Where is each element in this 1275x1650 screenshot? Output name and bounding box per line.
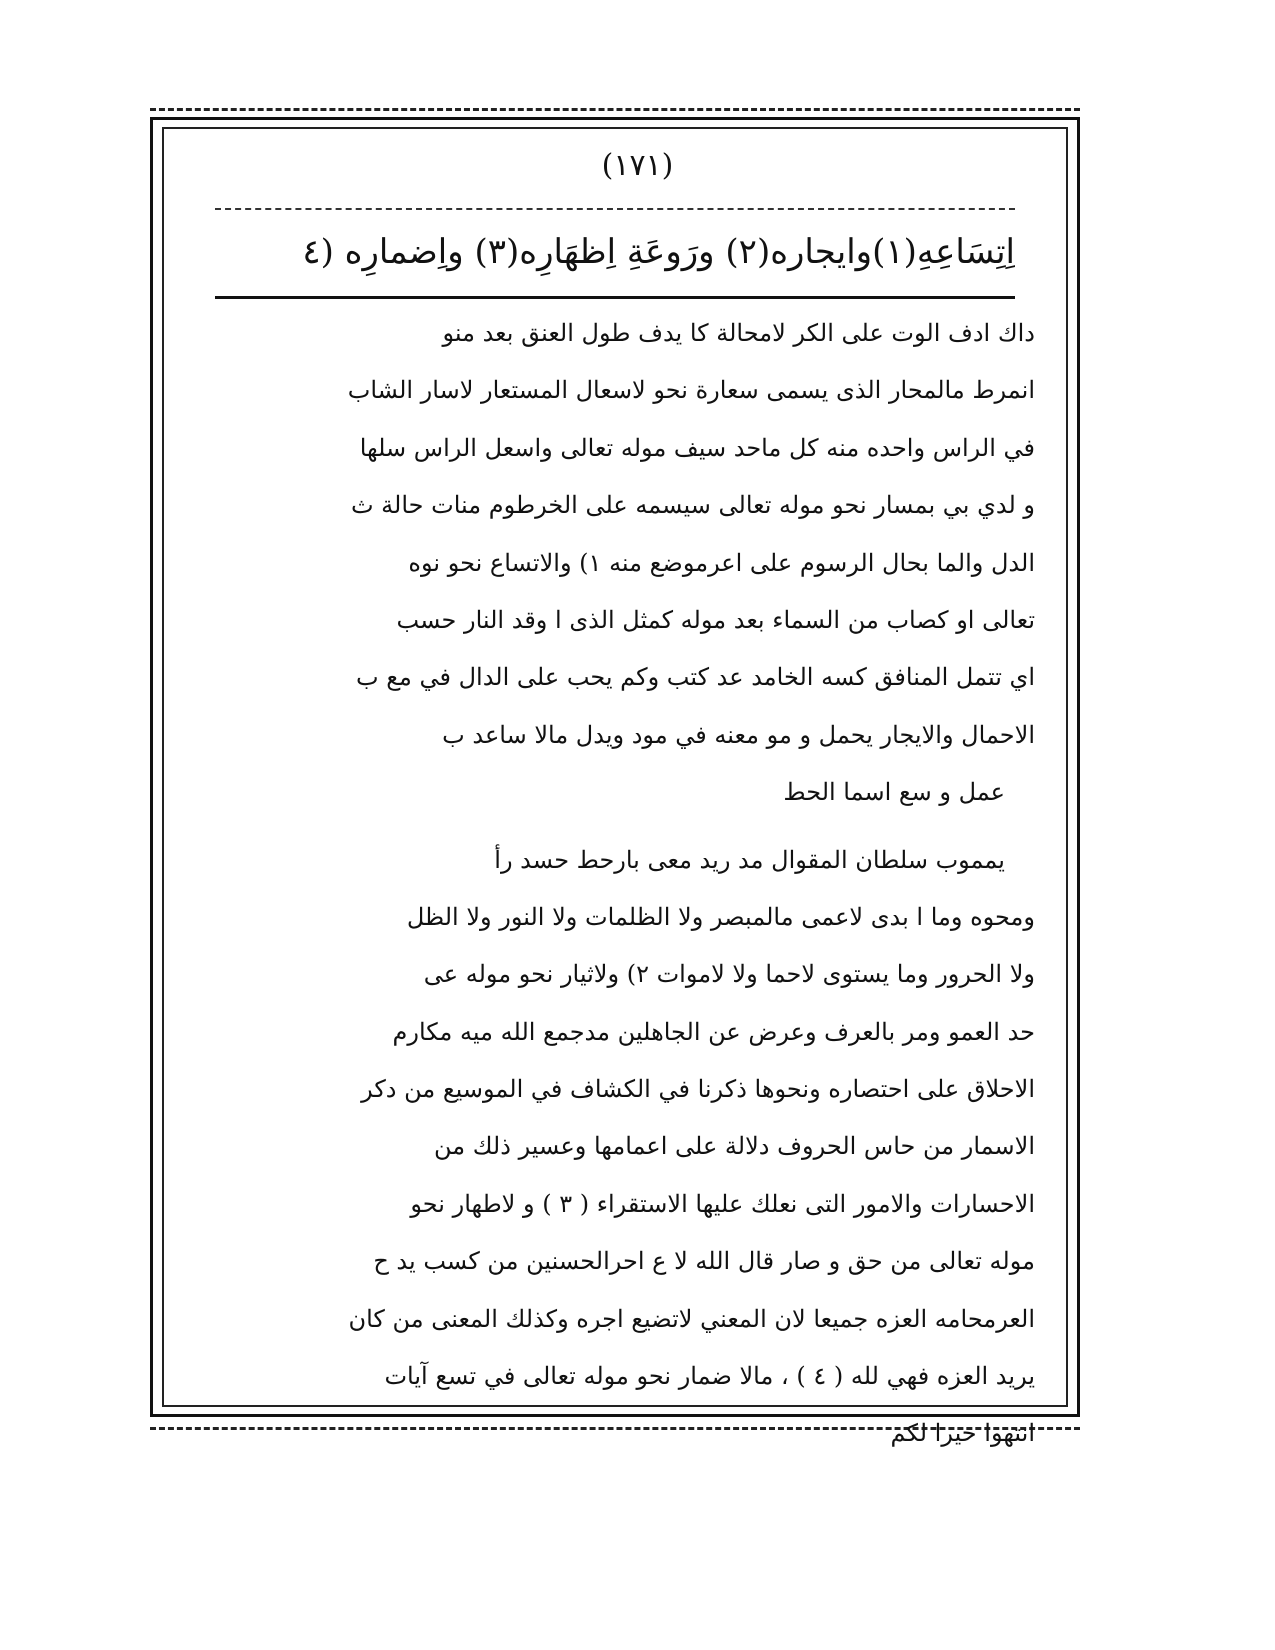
text-line: اي تتمل المنافق كسه الخامد عد كتب وكم يحب على الدال في مع ب <box>356 663 1035 692</box>
text-line: الاسمار من حاس الحروف دلالة على اعمامها وعسير ذلك من <box>433 1132 1035 1161</box>
text-line: الاحلاق على احتصاره ونحوها ذكرنا في الكشاف في الموسيع من دكر <box>361 1075 1035 1104</box>
text-line: العرمحامه العزه جميعا لان المعني لاتضيع اجره وكذلك المعنى من كان <box>348 1304 1035 1333</box>
header-dashed-rule <box>215 208 1015 210</box>
text-line: تعالى او كصاب من السماء بعد موله كمثل الذى ا وقد النار حسب <box>396 605 1035 634</box>
section-heading: اِتِسَاعِهِ(١)وايجاره(٢) ورَوعَةِ اِظهَارِه(٣) واِضمارِه (٤ <box>302 232 1015 272</box>
paragraph-2 <box>215 832 1035 1463</box>
text-line: و لدي بي بمسار نحو موله تعالى سيسمه على الخرطوم منات حالة ث <box>350 491 1035 520</box>
heading-rule <box>215 296 1015 299</box>
text-line: انمرط مالمحار الذى يسمى سعارة نحو لاسعال المستعار لاسار الشاب <box>347 376 1035 405</box>
text-line: عمل و سع اسما الحط <box>783 778 1005 807</box>
page-number: (١٧١) <box>601 148 674 183</box>
text-line: انتهوا حيرا لكم <box>890 1419 1035 1448</box>
text-line: في الراس واحده منه كل ماحد سيف موله تعالى واسعل الراس سلها <box>359 433 1035 462</box>
top-dashed-border <box>150 108 1080 111</box>
text-line: ولا الحرور وما يستوى لاحما ولا لاموات ٢) ولاثيار نحو موله عى <box>423 960 1035 989</box>
paragraph-1 <box>215 305 1035 822</box>
text-line: يمموب سلطان المقوال مد ريد معى بارحط حسد رأ <box>494 845 1005 874</box>
text-line: الاحسارات والامور التى نعلك عليها الاستقراء ( ٣ ) و لاطهار نحو <box>410 1189 1035 1218</box>
body-text <box>215 305 1035 1463</box>
text-line: حد العمو ومر بالعرف وعرض عن الجاهلين مدجمع الله ميه مكارم <box>392 1017 1035 1046</box>
text-line: الاحمال والايجار يحمل و مو معنه في مود ويدل مالا ساعد ب <box>442 720 1035 749</box>
text-line: داك ادف الوت على الكر لامحالة كا يدف طول العنق بعد منو <box>442 319 1035 347</box>
text-line: ومحوه وما ا بدى لاعمى مالمبصر ولا الظلمات ولا النور ولا الظل <box>406 902 1035 931</box>
text-line: موله تعالى من حق و صار قال الله لا ع احرالحسنين من كسب يد ح <box>373 1247 1035 1276</box>
paragraph-gap <box>215 822 1035 832</box>
text-line: يريد العزه فهي لله ( ٤ ) ، مالا ضمار نحو موله تعالى في تسع آيات <box>384 1362 1035 1391</box>
text-line: الدل والما بحال الرسوم على اعرموضع منه ١) والاتساع نحو نوه <box>408 548 1035 577</box>
